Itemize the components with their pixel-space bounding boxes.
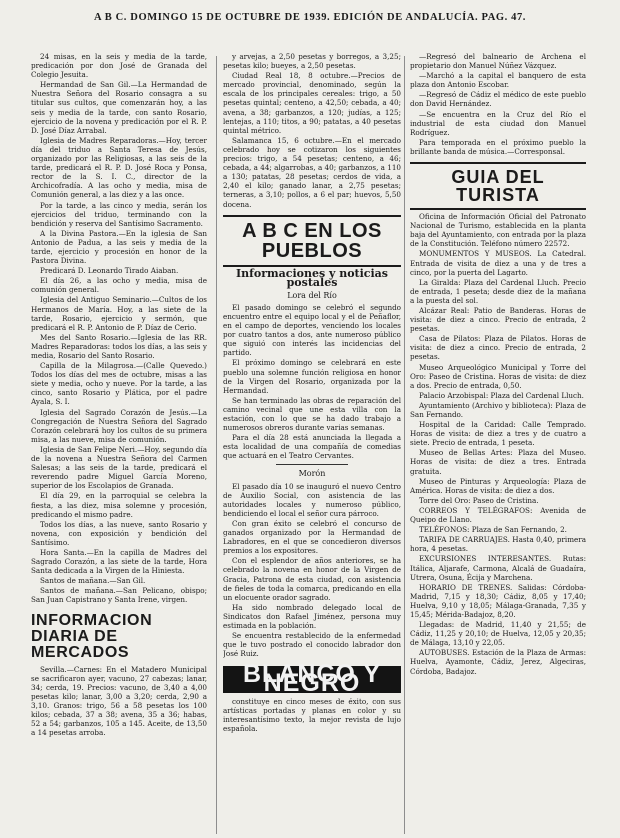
guia-entry: Palacio Arzobispal: Plaza del Cardenal Lluch.	[419, 390, 584, 400]
paragraph: El día 26, a las ocho y media, misa de comunión general.	[31, 276, 207, 295]
guia-entry: TELÉFONOS: Plaza de San Fernando, 2.	[419, 525, 567, 535]
paragraph: Por la tarde, a las cinco y media, serán los ejercicios del triduo, terminando con la bendición y reserva del Santísimo Sacramento.	[31, 200, 207, 228]
guia-entry: AUTOBUSES. Estación de la Plaza de Armas: Huelva, Ayamonte, Cádiz, Jerez, Algeciras, Córdoba, Badajoz.	[410, 648, 586, 676]
running-head: A B C. DOMINGO 15 DE OCTUBRE DE 1939. EDICIÓN DE ANDALUCÍA. PAG. 47.	[93, 12, 527, 23]
guia-entry: Hospital de la Caridad: Calle Temprado. Horas de visita: de diez a tres y de cuatro a siete. Precio de entrada, 1 peseta.	[410, 420, 586, 448]
paragraph: Con el esplendor de años anteriores, se ha celebrado la novena en honor de la Virgen de Gracia, Patrona de esta ciudad, con asistencia de fieles de toda la comarca, predicando en ella un elocuente orador sagrado.	[223, 556, 401, 602]
paragraph: El día 29, en la parroquial se celebra la fiesta, a las diez, misa solemne y procesión, predicando el mismo padre.	[31, 491, 207, 519]
paragraph: Mes del Santo Rosario.—Iglesia de las RR. Madres Reparadoras: todos los días, a las seis y media, Rosario del Santo Rosario.	[31, 332, 207, 360]
guia-entry: CORREOS Y TELÉGRAFOS: Avenida de Queipo de Llano.	[410, 505, 586, 525]
mercados-headline: INFORMACION DIARIA DE MERCADOS	[31, 611, 153, 661]
paragraph: Salamanca 15, 6 octubre.—En el mercado celebrado hoy se cotizaron los siguientes precios: trigo, a 54 pesetas; centeno, a 46; cebada, a 44; algarrobas, a 40; garbanzos, a 110 a 130; patatas, 28 pesetas; cerdos de vida, a 2,40 el kilo; ganado lanar, a 2,75 pesetas; terneras, a 3,10; pollos, a 6 el par; huevos, 5,50 docena.	[223, 135, 401, 209]
paragraph: Iglesia de San Felipe Neri.—Hoy, segundo día de la novena a Nuestra Señora del Carmen Salesas; a las seis de la tarde, predicará el reverendo padre Miguel García Moreno, superior de los Escolapios de Granada.	[31, 444, 207, 491]
guia-entry: Oficina de Información Oficial del Patronato Nacional de Turismo, establecida en la planta baja del Ayuntamiento, con entrada por la plaza de la Constitución. Teléfono número 22572.	[410, 212, 586, 249]
paragraph: Se encuentra restablecido de la enfermedad que le tuvo postrado el conocido labrador don José Ruiz.	[223, 631, 401, 659]
guia-entry: EXCURSIONES INTERESANTES. Rutas: Itálica, Aljarafe, Carmona, Alcalá de Guadaíra, Utrera, Osuna, Écija y Marchena.	[410, 554, 586, 582]
guia-entry: Llegadas: de Madrid, 11,40 y 21,55; de Cádiz, 11,25 y 20,10; de Huelva, 12,05 y 20,35; de Málaga, 13,10 y 22,05.	[410, 620, 586, 648]
paragraph: Hermandad de San Gil.—La Hermandad de Nuestra Señora del Rosario consagra a su titular sus cultos, que comenzarán hoy, a las seis y media de la tarde, con santo Rosario, ejercicio de la novena y predicación por el R. P. D. José Díaz Arrabal.	[31, 80, 207, 135]
paragraph: Se han terminado las obras de reparación del camino vecinal que une esta villa con la estación, con lo que se ha dado trabajo a numerosos obreros durante varias semanas.	[223, 395, 401, 433]
paragraph: Iglesia de Madres Reparadoras.—Hoy, tercer día del triduo a Santa Teresa de Jesús, organizado por las Religiosas, a las seis de la tarde, predicará el R. P. D. José Roca y Ponsa, rector de la S. I. C., director de la Archicofradía. A las ocho y media, misa de Comunión general, a las diez y a las once.	[31, 135, 207, 200]
guia-entry: HORARIO DE TRENES. Salidas: Córdoba-Madrid, 7,15 y 18,30; Cádiz, 8,05 y 17,40; Huelva, 9,10 y 18,05; Málaga-Granada, 7,35 y 15,45; Mérida-Badajoz, 8,20.	[410, 582, 586, 619]
paragraph: Con gran éxito se celebró el concurso de ganados organizado por la Hermandad de Labradores, en el que se concedieron diversos premios a los expositores.	[223, 518, 401, 556]
guia-entry: Museo de Bellas Artes: Plaza del Museo. Horas de visita: de diez a tres. Entrada gratuita.	[410, 448, 586, 476]
place-heading: Lora del Río	[287, 290, 337, 300]
column-pueblos	[223, 52, 401, 832]
guia-entry: Alcázar Real: Patio de Banderas. Horas de visita: de diez a cinco. Precio de entrada, 2 pesetas.	[410, 305, 586, 334]
paragraph: A la Divina Pastora.—En la iglesia de San Antonio de Padua, a las seis y media de la tarde, ejercicio y procesión en honor de la Pastora Divina.	[31, 228, 207, 266]
paragraph: —Regresó de Cádiz el médico de este pueblo don David Hernández.	[410, 90, 586, 109]
place-heading: Morón	[298, 469, 326, 479]
guia-entry: La Giralda: Plaza del Cardenal Lluch. Precio de entrada, 1 peseta; desde diez de la mañana a la puesta del sol.	[410, 277, 586, 305]
guia-entry: Casa de Pilatos: Plaza de Pilatos. Horas de visita: de diez a cinco. Precio de entrada, 2 pesetas.	[410, 334, 586, 362]
column-rule	[404, 56, 405, 834]
guia-entry: Torre del Oro: Paseo de Cristina.	[419, 495, 539, 505]
paragraph: Todos los días, a las nueve, santo Rosario y novena, con exposición y bendición del Santísimo.	[31, 519, 207, 547]
guia-entry: Museo de Pinturas y Arqueología: Plaza de América. Horas de visita: de diez a dos.	[410, 476, 586, 495]
paragraph: —Se encuentra en la Cruz del Río el industrial de esta ciudad don Manuel Rodríguez.	[410, 109, 586, 137]
blanco-y-negro-ad: BLANCO Y NEGRO	[223, 666, 401, 692]
mercados-text: Sevilla.—Carnes: En el Matadero Municipal se sacrificaron ayer, vacuno, 27 cabezas; lanar, 34; cerda, 19. Precios: vacuno, de 3,40 a 4,00 pesetas kilo; lanar, 3,00 a 3,20; cerda, 2,90 a 3,10. Granos: trigo, 56 a 58 pesetas los 100 kilos; cebada, 37 a 38; avena, 35 a 36; habas, 52 a 54; garbanzos, 105 a 145. Aceite, de 13,50 a 14 pesetas arroba.	[31, 664, 207, 738]
paragraph: Ha sido nombrado delegado local de Sindicatos don Rafael Jiménez, persona muy estimada en la población.	[223, 602, 401, 630]
guia-entry: Museo Arqueológico Municipal y Torre del Oro: Paseo de Cristina. Horas de visita: de diez a dos. Precio de entrada, 0,50.	[410, 362, 586, 390]
paragraph: Iglesia del Antiguo Seminario.—Cultos de los Hermanos de María. Hoy, a las siete de la tarde, Rosario, ejercicio y sermón, que predicará el R. P. Antonio de P. Díaz de Cerio.	[31, 295, 207, 332]
paragraph: 24 misas, en la seis y media de la tarde, predicación por don José de Granada del Colegio Jesuita.	[31, 52, 207, 80]
paragraph: Hora Santa.—En la capilla de Madres del Sagrado Corazón, a las siete de la tarde, Hora Santa dedicada a la Virgen de la Hiniesta.	[31, 547, 207, 576]
paragraph: Ciudad Real 18, 8 octubre.—Precios de mercado provincial, denominado, según la escala de los principales cereales: trigo, a 50 pesetas quintal; centeno, a 42,50; cebada, a 40; avena, a 38; garbanzos, a 120; judías, a 125; lentejas, a 110; titos, a 90; patatas, a 40 pesetas quintal métrico.	[223, 71, 401, 135]
paragraph: Para temporada en el próximo pueblo la brillante banda de música.—Corresponsal.	[410, 137, 586, 156]
guia-headline: GUIA DEL TURISTA	[410, 162, 586, 210]
paragraph: Santos de mañana.—San Gil.	[40, 576, 146, 586]
paragraph: Iglesia del Sagrado Corazón de Jesús.—La Congregación de Nuestra Señora del Sagrado Corazón celebrará hoy los cultos de su primera misa, a las nueve, misa de comunión.	[31, 407, 207, 444]
paragraph: —Regresó del balneario de Archena el propietario don Manuel Núñez Vázquez.	[410, 52, 586, 71]
column-guia	[410, 52, 586, 832]
guia-entry: TARIFA DE CARRUAJES. Hasta 0,40, primera hora, 4 pesetas.	[410, 535, 586, 554]
paragraph: —Marchó a la capital el banquero de esta plaza don Antonio Escobar.	[410, 71, 586, 90]
ad-text: constituye en cinco meses de éxito, con sus artísticas portadas y planas en color y su interesantísimo texto, la mejor revista de lujo española.	[223, 696, 401, 733]
paragraph: Para el día 28 está anunciada la llegada a esta localidad de una compañía de comedias que actuará en el Teatro Cervantes.	[223, 433, 401, 461]
pueblos-subtitle: Informaciones y noticias postales	[235, 266, 389, 289]
section-divider	[276, 464, 347, 465]
paragraph: Santos de mañana.—San Pelicano, obispo; San Juan Capistrano y Santa Irene, virgen.	[31, 586, 207, 605]
guia-entry: Ayuntamiento (Archivo y biblioteca): Plaza de San Fernando.	[410, 400, 586, 419]
column-rule	[216, 56, 217, 834]
guia-entry: MONUMENTOS Y MUSEOS. La Catedral. Entrada de visita de diez a una y de tres a cinco, por la puerta del Lagarto.	[410, 249, 586, 277]
paragraph: El pasado domingo se celebró el segundo encuentro entre el equipo local y el de Peñaflor, en el campo de deportes, venciendo los locales por cuatro tantos a dos, ante numeroso público que siguió con interés las incidencias del partido.	[223, 302, 401, 358]
column-religious-news	[31, 52, 207, 832]
paragraph: y arvejas, a 2,50 pesetas y borregos, a 3,25; pesetas kilo; bueyes, a 2,50 pesetas.	[223, 52, 401, 71]
paragraph: Capilla de la Milagrosa.—(Calle Quevedo.) Todos los días del mes de octubre, misas a las siete y media, ocho y nueve. Por la tarde, a las cinco, santo Rosario y Plática, por el padre Ayala, S. I.	[31, 361, 207, 407]
paragraph: Predicará D. Leonardo Tirado Aiaban.	[40, 266, 179, 276]
paragraph: El pasado día 10 se inauguró el nuevo Centro de Auxilio Social, con asistencia de las autoridades locales y numeroso público, bendiciendo el local el señor cura párroco.	[223, 481, 401, 518]
pueblos-headline: A B C EN LOS PUEBLOS	[223, 215, 401, 267]
paragraph: El próximo domingo se celebrará en este pueblo una solemne función religiosa en honor de la Virgen del Rosario, organizada por la Hermandad.	[223, 358, 401, 395]
